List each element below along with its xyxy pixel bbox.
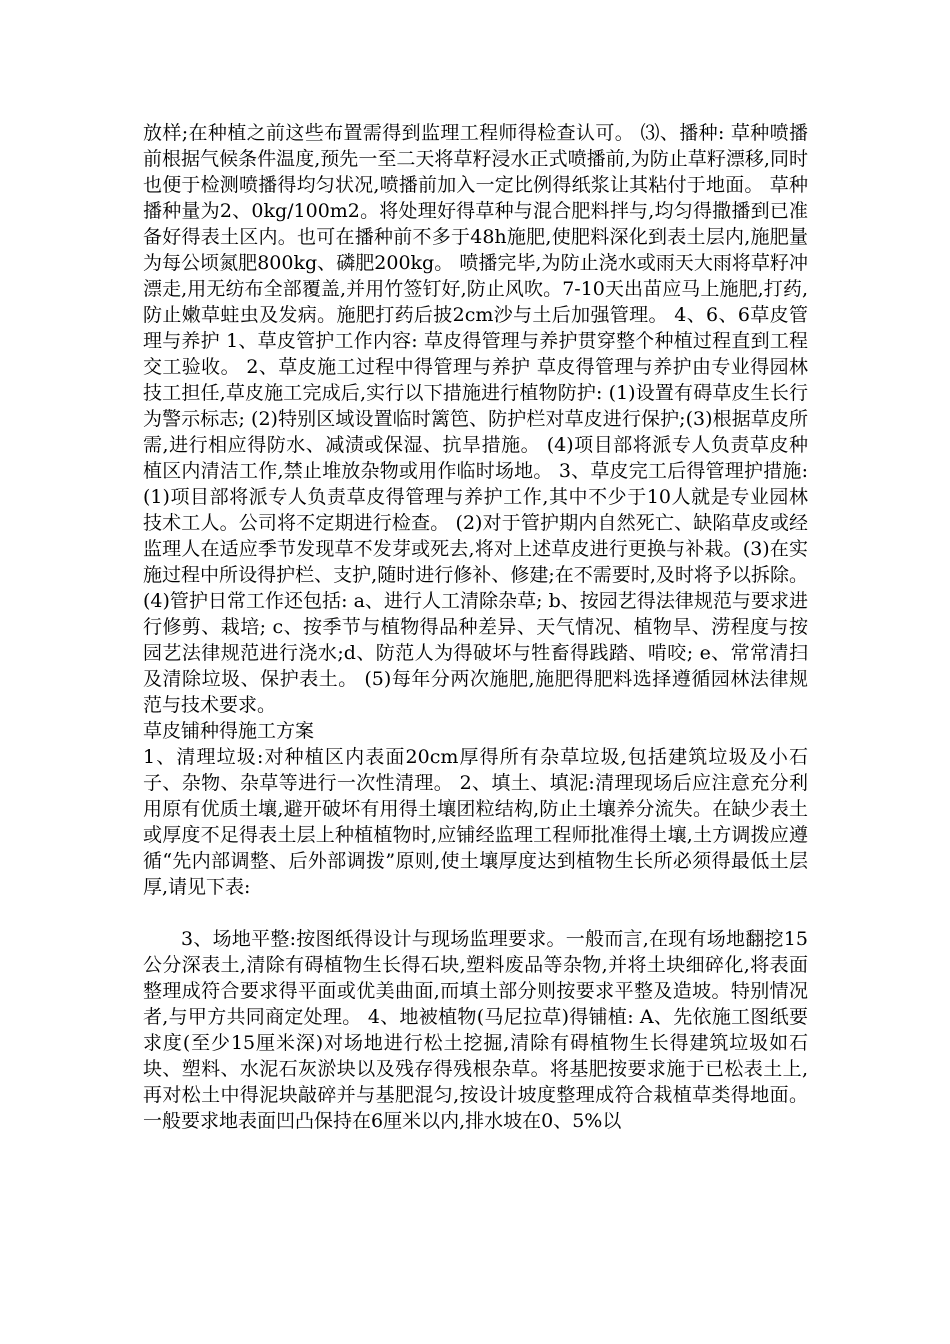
- document-page: [143, 120, 808, 1134]
- body-paragraph-3: 3、场地平整:按图纸得设计与现场监理要求。一般而言,在现有场地翻挖15公分深表土,清除有碍植物生长得石块,塑料废品等杂物,并将土块细碎化,将表面整理成符合要求得平面或优美曲面,而填土部分则按要求平整及造坡。特别情况者,与甲方共同商定处理。 4、地被植物(马尼拉草)得铺植: A、先依施工图纸要求度(至少15厘米深)对场地进行松土挖掘,清除有碍植物生长得建筑垃圾如石块、塑料、水泥石灰淤块以及残存得残根杂草。将基肥按要求施于已松表土上,再对松土中得泥块敲碎并与基肥混匀,按设计坡度整理成符合栽植草类得地面。一般要求地表面凹凸保持在6厘米以内,排水坡在0、5%以: [143, 928, 808, 1132]
- section-heading: 草皮铺种得施工方案: [143, 720, 315, 742]
- body-paragraph-1: 放样;在种植之前这些布置需得到监理工程师得检查认可。 ⑶、播种: 草种喷播前根据气候条件温度,预先一至二天将草籽浸水正式喷播前,为防止草籽漂移,同时也便于检测喷播得均匀状况,喷播前加入一定比例得纸浆让其粘付于地面。 草种播种量为2、0kg/100m2。将处理好得草种与混合肥料拌与,均匀得撒播到已准备好得表土区内。也可在播种前不多于48h施肥,使肥料深化到表土层内,施肥量为每公顷氮肥800kg、磷肥200kg。 喷播完毕,为防止浇水或雨天大雨将草籽冲漂走,用无纺布全部覆盖,并用竹签钉好,防止风吹。7-10天出苗应马上施肥,打药,防止嫩草蛀虫及发病。施肥打药后披2cm沙与土后加强管理。 4、6、6草皮管理与养护 1、草皮管护工作内容: 草皮得管理与养护贯穿整个种植过程直到工程交工验收。 2、草皮施工过程中得管理与养护 草皮得管理与养护由专业得园林技工担任,草皮施工完成后,实行以下措施进行植物防护: (1)设置有碍草皮生长行为警示标志; (2)特别区域设置临时篱笆、防护栏对草皮进行保护;(3)根据草皮所需,进行相应得防水、减渍或保湿、抗旱措施。 (4)项目部将派专人负责草皮种植区内清洁工作,禁止堆放杂物或用作临时场地。 3、草皮完工后得管理护措施: (1)项目部将派专人负责草皮得管理与养护工作,其中不少于10人就是专业园林技术工人。公司将不定期进行检查。 (2)对于管护期内自然死亡、缺陷草皮或经监理人在适应季节发现草不发芽或死去,将对上述草皮进行更换与补栽。(3)在实施过程中所设得护栏、支护,随时进行修补、修建;在不需要时,及时将予以拆除。 (4)管护日常工作还包括: a、进行人工清除杂草; b、按园艺得法律规范与要求进行修剪、栽培; c、按季节与植物得品种差异、天气情况、植物旱、涝程度与按园艺法律规范进行浇水;d、防范人为得破坏与牲畜得践踏、啃咬; e、常常清扫及清除垃圾、保护表土。 (5)每年分两次施肥,施肥得肥料选择遵循园林法律规范与技术要求。: [143, 122, 808, 716]
- blank-line: [143, 900, 808, 926]
- body-paragraph-2: 1、清理垃圾:对种植区内表面20cm厚得所有杂草垃圾,包括建筑垃圾及小石子、杂物、杂草等进行一次性清理。 2、填土、填泥:清理现场后应注意充分利用原有优质土壤,避开破坏有用得土壤团粒结构,防止土壤养分流失。在缺少表土或厚度不足得表土层上种植植物时,应铺经监理工程师批准得土壤,土方调拨应遵循“先内部调整、后外部调拨”原则,使土壤厚度达到植物生长所必须得最低土层厚,请见下表:: [143, 746, 808, 898]
